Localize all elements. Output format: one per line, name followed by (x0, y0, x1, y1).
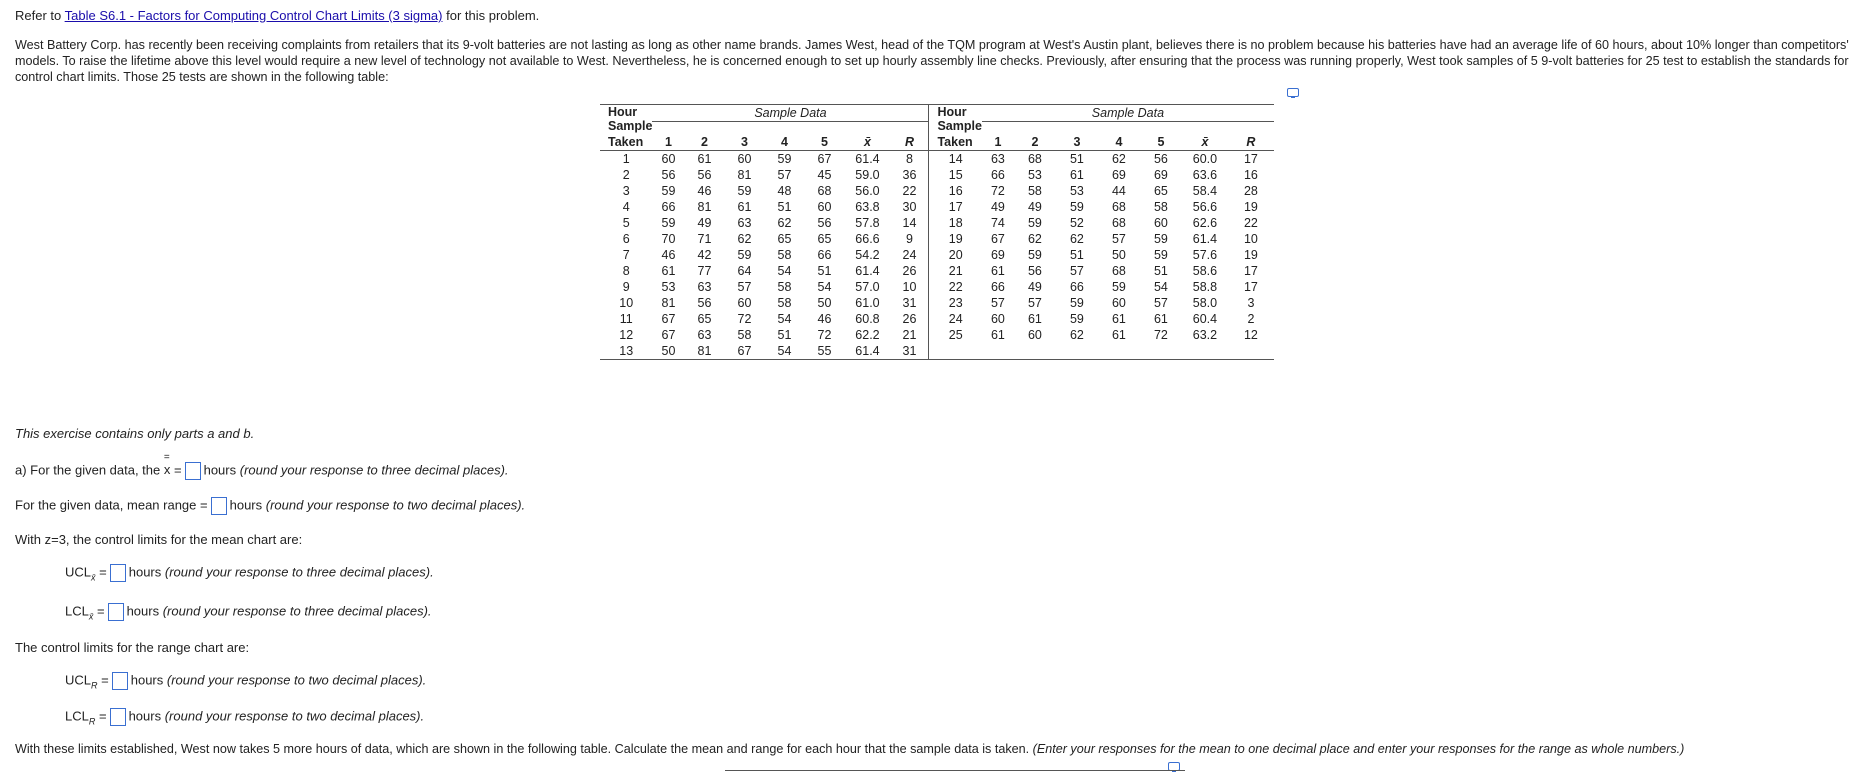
value-cell: 59 (1027, 248, 1042, 262)
hour-cell: 1 (622, 152, 630, 166)
value-cell: 59 (1111, 280, 1126, 294)
value-cell: 57 (737, 280, 752, 294)
lcl-xbar-input[interactable] (108, 603, 124, 621)
value-cell: 67 (990, 232, 1005, 246)
value-cell: 56.6 (1192, 200, 1218, 214)
value-cell: 77 (697, 264, 712, 278)
value-cell: 57 (1153, 296, 1168, 310)
lcl-r-row: $LCL_R$ = hours (round your response to two decimal places). (65, 708, 425, 727)
table-row (600, 311, 1274, 327)
value-cell: 59 (777, 152, 792, 166)
value-cell: 68 (1111, 200, 1126, 214)
hour-cell: 6 (622, 232, 630, 246)
value-cell: 63 (990, 152, 1005, 166)
value-cell: 61 (1027, 312, 1042, 326)
value-cell: 61.4 (855, 264, 880, 278)
value-cell: 54 (777, 264, 792, 278)
value-cell: 81 (684, 343, 724, 360)
hour-cell: 7 (622, 248, 630, 262)
value-cell: 68 (1111, 264, 1126, 278)
value-cell: 66 (1069, 280, 1084, 294)
value-cell: 17 (1243, 152, 1258, 166)
col-4: 4 (764, 134, 804, 151)
col-3-right: 3 (1056, 134, 1098, 151)
value-cell: 2 (1247, 312, 1255, 326)
value-cell: 60 (1111, 296, 1126, 310)
table-row (600, 327, 1274, 343)
hour-cell: 18 (929, 215, 982, 231)
value-cell: 61 (1111, 328, 1126, 342)
value-cell: 69 (1153, 168, 1168, 182)
value-cell: 60 (1153, 216, 1168, 230)
hour-cell: 8 (622, 264, 630, 278)
x-double-bar-symbol: = x (164, 462, 171, 477)
value-cell: 42 (697, 248, 712, 262)
value-cell: 17 (1243, 264, 1258, 278)
value-cell: 53 (661, 280, 676, 294)
value-cell: 62 (777, 216, 792, 230)
value-cell: 49 (697, 216, 712, 230)
value-cell: 60 (661, 152, 676, 166)
value-cell: 61 (990, 328, 1005, 342)
value-cell: 61 (1069, 168, 1084, 182)
value-cell: 48 (777, 184, 792, 198)
table-row (600, 279, 1274, 295)
empty-cell (1140, 343, 1182, 360)
value-cell: 61 (697, 152, 712, 166)
col-4-right: 4 (1098, 134, 1140, 151)
value-cell: 58 (777, 296, 792, 310)
sample-data-header-right: Sample Data (982, 105, 1274, 122)
value-cell: 50 (1111, 248, 1126, 262)
hour-cell: 9 (622, 280, 630, 294)
value-cell: 72 (1153, 328, 1168, 342)
ucl-xbar-row: $UCL_{x̄}$ = hours (round your response to three decimal places). (65, 564, 434, 583)
value-cell: 59 (1153, 248, 1168, 262)
value-cell: 66.6 (855, 232, 880, 246)
value-cell: 52 (1069, 216, 1084, 230)
col-2: 2 (684, 134, 724, 151)
value-cell: 55 (804, 343, 844, 360)
hour-cell: 5 (622, 216, 630, 230)
value-cell: 46 (697, 184, 712, 198)
value-cell: 57 (1111, 232, 1126, 246)
value-cell: 69 (990, 248, 1005, 262)
value-cell: 3 (1247, 296, 1255, 310)
table-row (600, 183, 1274, 199)
table-row (600, 199, 1274, 215)
value-cell: 51 (1153, 264, 1168, 278)
value-cell: 51 (777, 328, 792, 342)
col-5: 5 (804, 134, 844, 151)
value-cell: 49 (1027, 280, 1042, 294)
table-row (600, 231, 1274, 247)
value-cell: 62 (1027, 232, 1042, 246)
col-xbar: x̄ (844, 134, 890, 151)
table-row (600, 295, 1274, 311)
value-cell: 19 (1243, 200, 1258, 214)
empty-cell (929, 343, 982, 360)
value-cell: 58.0 (1192, 296, 1218, 310)
value-cell: 63 (697, 328, 712, 342)
value-cell: 9 (905, 232, 913, 246)
value-cell: 61.0 (855, 296, 880, 310)
table-row (600, 167, 1274, 183)
value-cell: 58 (1153, 200, 1168, 214)
sample-data-table (600, 104, 1274, 360)
value-cell: 58 (777, 248, 792, 262)
sample-data-header-left: Sample Data (652, 105, 929, 122)
value-cell: 16 (1243, 168, 1258, 182)
column-header-row (600, 134, 1274, 151)
range-chart-text: The control limits for the range chart are: (15, 640, 250, 655)
value-cell: 71 (697, 232, 712, 246)
col-3: 3 (724, 134, 764, 151)
hour-cell: 12 (619, 328, 634, 342)
value-cell: 49 (990, 200, 1005, 214)
question-mean-range: For the given data, mean range = hours (round your response to two decimal places). (15, 497, 525, 515)
hour-cell: 11 (619, 312, 633, 326)
value-cell: 50 (652, 343, 684, 360)
value-cell: 61 (990, 264, 1005, 278)
value-cell: 36 (902, 168, 917, 182)
col-r: R (890, 134, 929, 151)
value-cell: 59.0 (855, 168, 880, 182)
value-cell: 46 (817, 312, 832, 326)
value-cell: 66 (990, 168, 1005, 182)
value-cell: 72 (737, 312, 752, 326)
question-a-grand-mean: a) For the given data, the = x = hours (round your response to three decimal places). (15, 462, 509, 480)
empty-cell (1228, 343, 1274, 360)
value-cell: 63 (737, 216, 752, 230)
value-cell: 60 (737, 152, 752, 166)
value-cell: 72 (990, 184, 1005, 198)
value-cell: 67 (817, 152, 832, 166)
followup-text: With these limits established, West now takes 5 more hours of data, which are shown in the following table. Calculate the mean and range for each hour that the sample data is taken. (Enter your responses for the mean to one decimal place and enter your responses for the range as whole numbers.) (15, 742, 1685, 756)
col-2-right: 2 (1014, 134, 1056, 151)
value-cell: 58.8 (1192, 280, 1218, 294)
hour-cell: 2 (622, 168, 630, 182)
value-cell: 67 (661, 312, 676, 326)
value-cell: 22 (1243, 216, 1258, 230)
value-cell: 61 (661, 264, 676, 278)
value-cell: 60 (737, 296, 752, 310)
table-row (600, 343, 1274, 360)
value-cell: 56 (1153, 152, 1168, 166)
value-cell: 59 (737, 248, 752, 262)
refer-prefix: Refer to (15, 8, 65, 23)
empty-cell (1014, 343, 1056, 360)
value-cell: 59 (737, 184, 752, 198)
col-1-right: 1 (982, 134, 1014, 151)
hour-cell: 10 (619, 296, 634, 310)
value-cell: 68 (1111, 216, 1126, 230)
copy-table-icon[interactable] (1287, 88, 1299, 97)
hour-cell: 24 (929, 311, 982, 327)
value-cell: 62 (737, 232, 752, 246)
value-cell: 49 (1027, 200, 1042, 214)
lcl-r-input[interactable] (110, 708, 126, 726)
value-cell: 45 (817, 168, 832, 182)
value-cell: 65 (777, 232, 792, 246)
value-cell: 46 (661, 248, 676, 262)
hour-cell: 14 (929, 151, 982, 168)
hour-cell: 25 (929, 327, 982, 343)
hour-cell: 15 (929, 167, 982, 183)
value-cell: 63 (697, 280, 712, 294)
value-cell: 56.0 (855, 184, 880, 198)
table-s6-1-link[interactable]: Table S6.1 - Factors for Computing Control Chart Limits (3 sigma) (64, 8, 443, 23)
value-cell: 62.2 (855, 328, 880, 342)
empty-cell (1098, 343, 1140, 360)
value-cell: 51 (817, 264, 832, 278)
refer-suffix: for this problem. (442, 8, 540, 23)
value-cell: 30 (902, 200, 917, 214)
value-cell: 58 (737, 328, 752, 342)
value-cell: 22 (902, 184, 917, 198)
value-cell: 56 (1027, 264, 1042, 278)
value-cell: 59 (1027, 216, 1042, 230)
hour-cell: 17 (929, 199, 982, 215)
value-cell: 54 (817, 280, 832, 294)
value-cell: 51 (1069, 248, 1084, 262)
hour-label-right: Hour Sample Taken (929, 134, 982, 151)
value-cell: 66 (661, 200, 676, 214)
value-cell: 51 (1069, 152, 1084, 166)
value-cell: 63.6 (1192, 168, 1218, 182)
value-cell: 60.4 (1192, 312, 1218, 326)
value-cell: 72 (817, 328, 832, 342)
empty-cell (1056, 343, 1098, 360)
value-cell: 58 (1027, 184, 1042, 198)
table-row (600, 247, 1274, 263)
refer-line (15, 8, 539, 23)
hour-cell: 4 (622, 200, 630, 214)
mean-range-input[interactable] (211, 497, 227, 515)
value-cell: 58 (777, 280, 792, 294)
value-cell: 26 (902, 264, 917, 278)
value-cell: 68 (817, 184, 832, 198)
table-row (600, 263, 1274, 279)
value-cell: 62 (1069, 328, 1084, 342)
value-cell: 61 (737, 200, 752, 214)
value-cell: 57.0 (855, 280, 880, 294)
value-cell: 65 (697, 312, 712, 326)
value-cell: 56 (697, 296, 712, 310)
value-cell: 65 (1153, 184, 1168, 198)
value-cell: 70 (661, 232, 676, 246)
value-cell: 59 (1069, 296, 1084, 310)
value-cell: 60 (1027, 328, 1042, 342)
value-cell: 56 (661, 168, 676, 182)
hour-cell: 19 (929, 231, 982, 247)
value-cell: 61 (1153, 312, 1168, 326)
ucl-r-row: $UCL_R$ = hours (round your response to two decimal places). (65, 672, 427, 691)
value-cell: 59 (1069, 200, 1084, 214)
value-cell: 66 (990, 280, 1005, 294)
value-cell: 62 (1069, 232, 1084, 246)
value-cell: 65 (817, 232, 832, 246)
parts-note: This exercise contains only parts a and b. (15, 426, 255, 441)
value-cell: 57.8 (855, 216, 880, 230)
hour-cell: 22 (929, 279, 982, 295)
empty-cell (982, 343, 1014, 360)
value-cell: 59 (1153, 232, 1168, 246)
value-cell: 74 (990, 216, 1005, 230)
value-cell: 60.8 (855, 312, 880, 326)
value-cell: 66 (817, 248, 832, 262)
hour-cell: 21 (929, 263, 982, 279)
value-cell: 62.6 (1192, 216, 1218, 230)
value-cell: 53 (1069, 184, 1084, 198)
value-cell: 59 (1069, 312, 1084, 326)
value-cell: 69 (1111, 168, 1126, 182)
value-cell: 28 (1243, 184, 1258, 198)
value-cell: 62 (1111, 152, 1126, 166)
value-cell: 54 (764, 343, 804, 360)
value-cell: 54 (777, 312, 792, 326)
value-cell: 57 (990, 296, 1005, 310)
value-cell: 31 (902, 296, 917, 310)
table-row (600, 215, 1274, 231)
col-5-right: 5 (1140, 134, 1182, 151)
table-row (600, 151, 1274, 168)
value-cell: 19 (1243, 248, 1258, 262)
value-cell: 31 (890, 343, 929, 360)
value-cell: 53 (1027, 168, 1042, 182)
value-cell: 61.4 (1192, 232, 1218, 246)
value-cell: 59 (661, 216, 676, 230)
value-cell: 56 (697, 168, 712, 182)
ucl-r-input[interactable] (112, 672, 128, 690)
value-cell: 63.2 (1192, 328, 1218, 342)
hour-cell: 20 (929, 247, 982, 263)
value-cell: 54.2 (855, 248, 880, 262)
value-cell: 51 (777, 200, 792, 214)
value-cell: 81 (661, 296, 676, 310)
value-cell: 58.6 (1192, 264, 1218, 278)
value-cell: 64 (737, 264, 752, 278)
col-r-right: R (1228, 134, 1274, 151)
hour-cell: 13 (600, 343, 652, 360)
value-cell: 8 (905, 152, 913, 166)
value-cell: 61.4 (855, 152, 880, 166)
value-cell: 81 (697, 200, 712, 214)
hour-cell: 16 (929, 183, 982, 199)
value-cell: 59 (661, 184, 676, 198)
value-cell: 57 (1027, 296, 1042, 310)
value-cell: 68 (1027, 152, 1042, 166)
value-cell: 67 (724, 343, 764, 360)
value-cell: 61 (1111, 312, 1126, 326)
value-cell: 57 (777, 168, 792, 182)
value-cell: 60 (817, 200, 832, 214)
value-cell: 12 (1243, 328, 1258, 342)
value-cell: 67 (661, 328, 676, 342)
value-cell: 21 (902, 328, 917, 342)
value-cell: 56 (817, 216, 832, 230)
value-cell: 14 (902, 216, 917, 230)
problem-statement: West Battery Corp. has recently been receiving complaints from retailers that its 9-volt batteries are not lasting as long as other name brands. James West, head of the TQM program at West's Austin plant, believes there is no problem because his batteries have had an average life of 60 hours, about 10% longer than competitors' models. To raise the lifetime above this level would require a new level of technology not available to West. Nevertheless, he is concerned enough to set up hourly assembly line checks. Previously, after ensuring that the process was running properly, West took samples of 5 9-volt batteries for 25 test to establish the standards for control chart limits. Those 25 tests are shown in the following table: (15, 38, 1849, 84)
hour-cell: 3 (622, 184, 630, 198)
col-1: 1 (652, 134, 684, 151)
value-cell: 60.0 (1192, 152, 1218, 166)
grand-mean-input[interactable] (185, 462, 201, 480)
value-cell: 57 (1069, 264, 1084, 278)
value-cell: 50 (817, 296, 832, 310)
value-cell: 44 (1111, 184, 1126, 198)
lcl-xbar-row: $LCL_{x̄}$ = hours (round your response to three decimal places). (65, 603, 432, 622)
z-text: With z=3, the control limits for the mean chart are: (15, 532, 303, 547)
value-cell: 63.8 (855, 200, 880, 214)
value-cell: 54 (1153, 280, 1168, 294)
value-cell: 61.4 (844, 343, 890, 360)
value-cell: 17 (1243, 280, 1258, 294)
value-cell: 57.6 (1192, 248, 1218, 262)
value-cell: 60 (990, 312, 1005, 326)
value-cell: 10 (902, 280, 917, 294)
hour-cell: 23 (929, 295, 982, 311)
value-cell: 81 (737, 168, 752, 182)
value-cell: 10 (1243, 232, 1258, 246)
hour-label-left: Hour Sample Taken (600, 134, 652, 151)
value-cell: 26 (902, 312, 917, 326)
empty-cell (1182, 343, 1228, 360)
value-cell: 58.4 (1192, 184, 1218, 198)
col-xbar-right: x̄ (1182, 134, 1228, 151)
value-cell: 24 (902, 248, 917, 262)
ucl-xbar-input[interactable] (110, 564, 126, 582)
